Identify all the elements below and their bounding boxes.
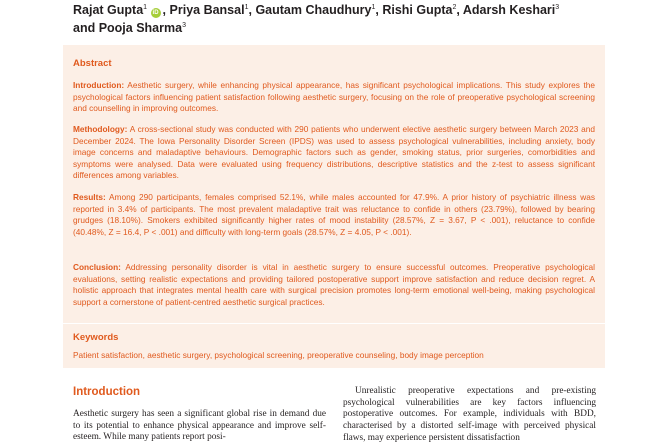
- methodology-text: A cross-sectional study was conducted with 290 patients who underwent elective aesthetic surgery between March 2023 and December 2024. The Iowa Personality Disorder Screen (IPDS) was used to assess psychological vulnerabilities, including anxiety, body image concerns and maladaptive behaviours. Demographic factors such as gender, smoking status, prior surgeries, comorbidities and symptoms were analysed. Data were evaluated using frequency distributions, descriptive statistics and the z-test to assess significant differences among variables.: [73, 124, 595, 181]
- author-list: [73, 0, 633, 36]
- conclusion-text: Addressing personality disorder is vital in aesthetic surgery to ensure successful outcomes. Preoperative psychological evaluations, setting realistic expectations and providing tailored postoperative support improve satisfaction and reduce decision regret. A holistic approach that integrates mental health care with surgical precision promotes long-term emotional well-being, making psychological support a cornerstone of patient-centred aesthetic surgical practices.: [73, 262, 595, 307]
- introduction-left-column: Aesthetic surgery has seen a significant global rise in demand due to its potential to enhance physical appearance and improve self-esteem. While many patients report posi-: [73, 409, 326, 443]
- introduction-label: Introduction:: [73, 80, 125, 90]
- conclusion-label: Conclusion:: [73, 262, 121, 272]
- introduction-right-column: Unrealistic preoperative expectations and pre-existing psychological vulnerabilities are key factors influencing postoperative outcomes. For example, individuals with BDD, characterised by a distorted self-image with perceived physical flaws, may experience persistent dissatisfaction: [343, 386, 596, 443]
- author-name: Rishi Gupta: [382, 3, 453, 17]
- abstract-title: Abstract: [73, 58, 112, 69]
- author-name: Adarsh Keshari: [462, 3, 556, 17]
- author-separator: ,: [162, 3, 167, 17]
- results-label: Results:: [73, 192, 106, 202]
- affiliation-marker: 1: [143, 4, 148, 11]
- author-name: Rajat Gupta: [73, 3, 144, 17]
- abstract-conclusion: [73, 262, 595, 308]
- affiliation-marker: 1: [371, 4, 376, 11]
- affiliation-marker: 3: [555, 4, 560, 11]
- author-name: and Pooja Sharma: [73, 21, 183, 35]
- affiliation-marker: 3: [182, 22, 186, 29]
- author-separator: ,: [248, 3, 252, 17]
- affiliation-marker: 2: [452, 4, 457, 11]
- author-name: Priya Bansal: [169, 3, 245, 17]
- abstract-methodology: [73, 124, 595, 182]
- keywords-text: Patient satisfaction, aesthetic surgery, psychological screening, preoperative counseling, body image perception: [73, 350, 484, 360]
- results-text: Among 290 participants, females comprised 52.1%, while males accounted for 47.9%. A prior history of psychiatric illness was reported in 3.4% of participants. The most prevalent maladaptive trait was reluctance to confide in others (23.79%), followed by bearing grudges (18.10%). Smokers exhibited significantly higher rates of mood instability (28.57%, Z = 3.67, P < .001), reluctance to confide (40.48%, Z = 16.4, P < .001) and difficulty with long-term goals (28.57%, Z = 4.05, P < .001).: [73, 192, 595, 237]
- keywords-title: Keywords: [73, 332, 119, 343]
- introduction-heading: Introduction: [73, 386, 141, 398]
- author-separator: ,: [375, 3, 379, 17]
- author-separator: ,: [456, 3, 460, 17]
- abstract-results: [73, 192, 595, 238]
- author-name: Gautam Chaudhury: [255, 3, 372, 17]
- introduction-text: Aesthetic surgery, while enhancing physical appearance, has significant psychological implications. This study explores the psychological factors influencing patient satisfaction following aesthetic surgery, focusing on the role of preoperative psychological screening and counselling in improving outcomes.: [73, 80, 595, 114]
- orcid-icon[interactable]: iD: [152, 10, 159, 16]
- affiliation-marker: 1: [244, 4, 249, 11]
- methodology-label: Methodology:: [73, 124, 128, 134]
- abstract-introduction: [73, 80, 595, 115]
- keywords-panel: [63, 324, 605, 368]
